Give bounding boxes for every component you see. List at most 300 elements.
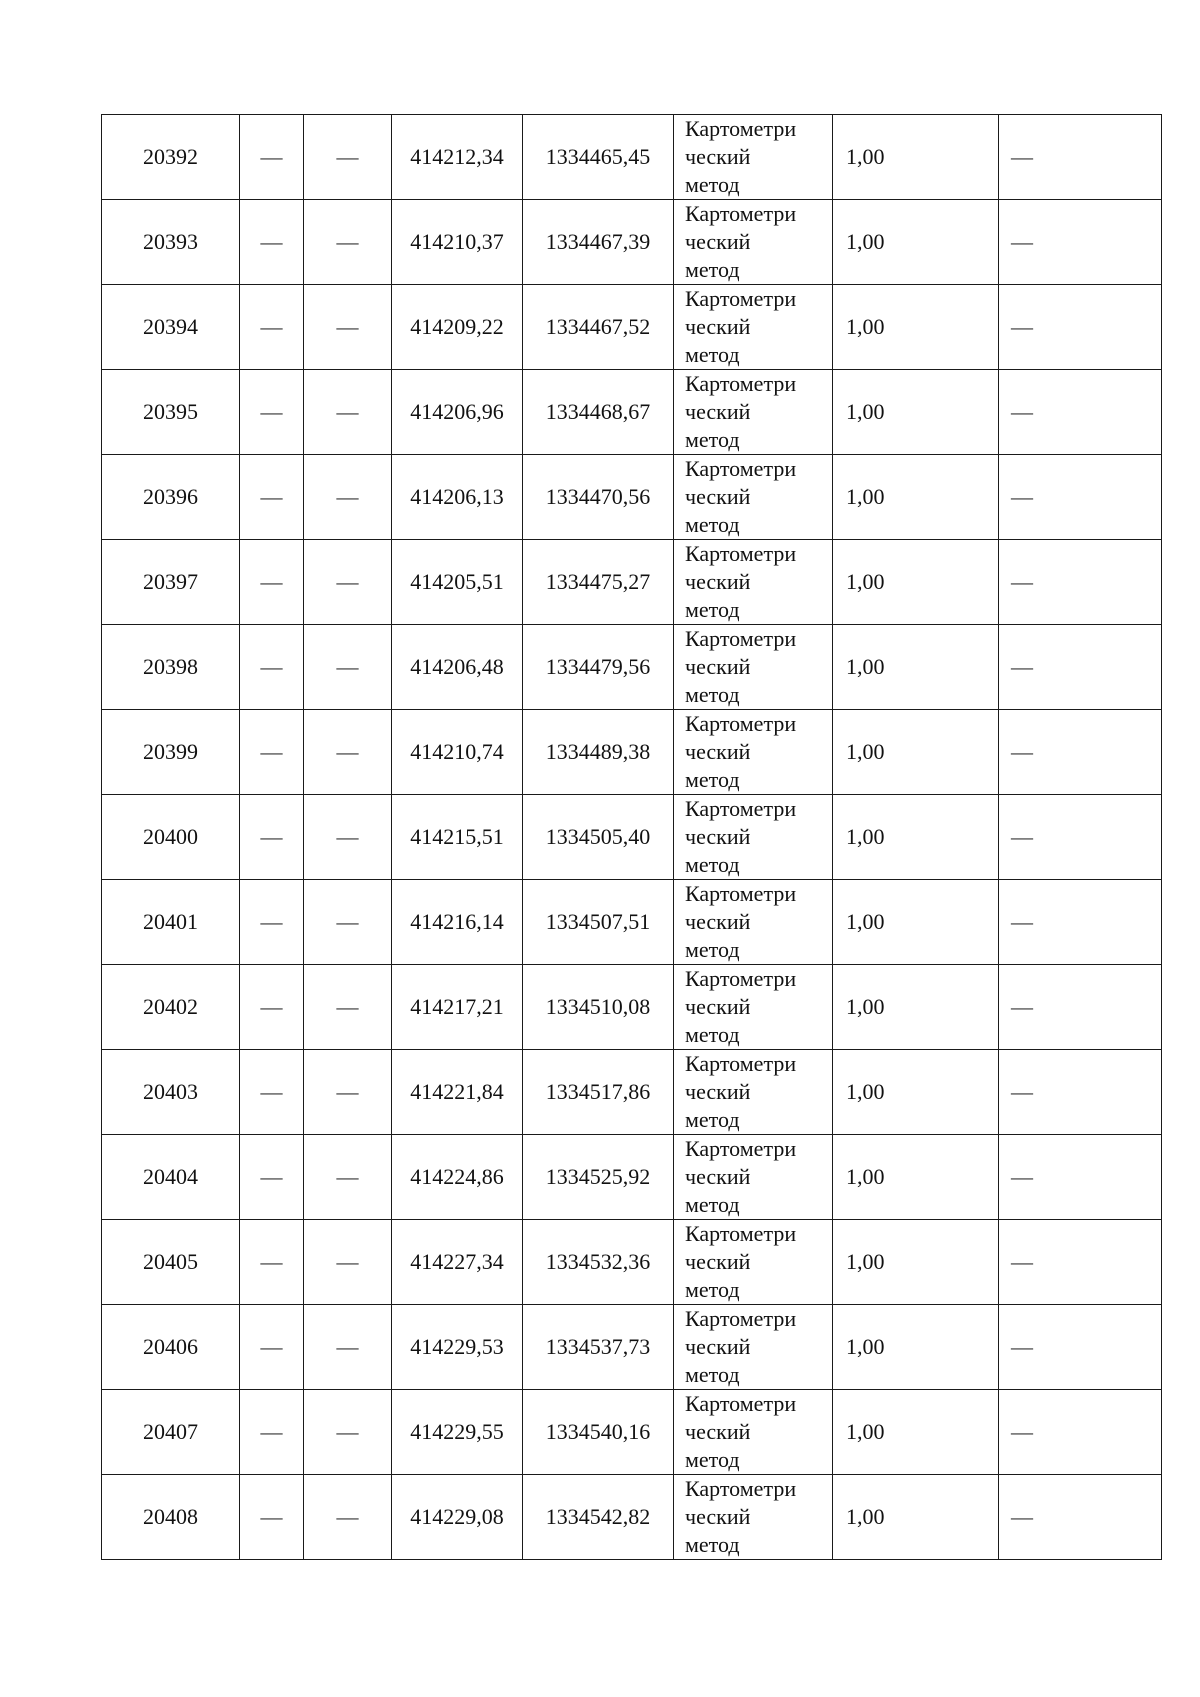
point-number-cell bbox=[102, 795, 240, 880]
dash-mark: — bbox=[1011, 739, 1033, 764]
empty-value-cell bbox=[240, 455, 304, 540]
y-coordinate-text: 1334489,38 bbox=[545, 739, 651, 764]
table-row bbox=[102, 370, 1162, 455]
method-text-line: Картометри bbox=[685, 881, 797, 906]
method-text-line: Картометри bbox=[685, 541, 797, 566]
method-text-line: метод bbox=[685, 937, 740, 962]
precision-text: 1,00 bbox=[846, 1249, 885, 1274]
method-text-line: ческий bbox=[685, 1164, 751, 1189]
precision-text: 1,00 bbox=[846, 909, 885, 934]
empty-value-cell bbox=[999, 1305, 1162, 1390]
table-row bbox=[102, 540, 1162, 625]
method-cell bbox=[674, 710, 833, 795]
point-number-text: 20405 bbox=[143, 1249, 198, 1274]
y-coordinate-text: 1334517,86 bbox=[545, 1079, 651, 1104]
empty-value-cell bbox=[240, 1135, 304, 1220]
empty-value-cell bbox=[304, 115, 392, 200]
dash-mark: — bbox=[336, 314, 359, 339]
point-number-text: 20398 bbox=[143, 654, 198, 679]
table-row bbox=[102, 455, 1162, 540]
x-coordinate-text: 414229,08 bbox=[410, 1504, 504, 1529]
dash-mark: — bbox=[336, 399, 359, 424]
method-text-line: ческий bbox=[685, 1334, 751, 1359]
x-coordinate-text: 414221,84 bbox=[410, 1079, 504, 1104]
method-cell bbox=[674, 1220, 833, 1305]
method-cell bbox=[674, 1135, 833, 1220]
method-text-line: Картометри bbox=[685, 116, 797, 141]
y-coordinate-cell bbox=[523, 370, 674, 455]
precision-text: 1,00 bbox=[846, 484, 885, 509]
dash-mark: — bbox=[336, 1504, 359, 1529]
y-coordinate-text: 1334510,08 bbox=[545, 994, 651, 1019]
empty-value-cell bbox=[240, 200, 304, 285]
method-cell bbox=[674, 1475, 833, 1560]
precision-text: 1,00 bbox=[846, 739, 885, 764]
point-number-text: 20400 bbox=[143, 824, 198, 849]
x-coordinate-cell bbox=[392, 1305, 523, 1390]
x-coordinate-cell bbox=[392, 1050, 523, 1135]
dash-mark: — bbox=[336, 1419, 359, 1444]
dash-mark: — bbox=[1011, 314, 1033, 339]
x-coordinate-cell bbox=[392, 1220, 523, 1305]
table-row bbox=[102, 710, 1162, 795]
empty-value-cell bbox=[999, 285, 1162, 370]
y-coordinate-text: 1334540,16 bbox=[545, 1419, 651, 1444]
method-text-line: ческий bbox=[685, 1504, 751, 1529]
method-cell bbox=[674, 1305, 833, 1390]
precision-cell bbox=[833, 1305, 999, 1390]
y-coordinate-text: 1334465,45 bbox=[545, 144, 651, 169]
empty-value-cell bbox=[304, 455, 392, 540]
method-text-line: ческий bbox=[685, 1419, 751, 1444]
y-coordinate-cell bbox=[523, 200, 674, 285]
precision-text: 1,00 bbox=[846, 654, 885, 679]
x-coordinate-text: 414209,22 bbox=[410, 314, 504, 339]
dash-mark: — bbox=[1011, 994, 1033, 1019]
precision-cell bbox=[833, 880, 999, 965]
dash-mark: — bbox=[260, 909, 283, 934]
y-coordinate-cell bbox=[523, 710, 674, 795]
y-coordinate-cell bbox=[523, 1390, 674, 1475]
precision-text: 1,00 bbox=[846, 1419, 885, 1444]
point-number-cell bbox=[102, 710, 240, 795]
precision-cell bbox=[833, 1050, 999, 1135]
empty-value-cell bbox=[999, 965, 1162, 1050]
empty-value-cell bbox=[240, 1390, 304, 1475]
dash-mark: — bbox=[1011, 484, 1033, 509]
method-text-line: метод bbox=[685, 342, 740, 367]
dash-mark: — bbox=[336, 654, 359, 679]
method-text-line: ческий bbox=[685, 399, 751, 424]
dash-mark: — bbox=[1011, 909, 1033, 934]
precision-text: 1,00 bbox=[846, 824, 885, 849]
dash-mark: — bbox=[260, 1504, 283, 1529]
point-number-text: 20392 bbox=[143, 144, 198, 169]
y-coordinate-text: 1334507,51 bbox=[545, 909, 651, 934]
empty-value-cell bbox=[240, 115, 304, 200]
precision-text: 1,00 bbox=[846, 569, 885, 594]
method-text-line: метод bbox=[685, 1362, 740, 1387]
y-coordinate-cell bbox=[523, 1305, 674, 1390]
method-text-line: Картометри bbox=[685, 1391, 797, 1416]
dash-mark: — bbox=[260, 824, 283, 849]
x-coordinate-cell bbox=[392, 1135, 523, 1220]
dash-mark: — bbox=[1011, 1249, 1033, 1274]
empty-value-cell bbox=[999, 710, 1162, 795]
method-text-line: ческий bbox=[685, 144, 751, 169]
dash-mark: — bbox=[336, 144, 359, 169]
empty-value-cell bbox=[240, 710, 304, 795]
empty-value-cell bbox=[240, 540, 304, 625]
point-number-text: 20393 bbox=[143, 229, 198, 254]
y-coordinate-cell bbox=[523, 1135, 674, 1220]
y-coordinate-text: 1334467,52 bbox=[545, 314, 651, 339]
point-number-text: 20407 bbox=[143, 1419, 198, 1444]
precision-cell bbox=[833, 200, 999, 285]
point-number-text: 20395 bbox=[143, 399, 198, 424]
precision-cell bbox=[833, 285, 999, 370]
dash-mark: — bbox=[260, 399, 283, 424]
point-number-cell bbox=[102, 1305, 240, 1390]
table-row bbox=[102, 795, 1162, 880]
empty-value-cell bbox=[240, 1220, 304, 1305]
method-text-line: Картометри bbox=[685, 966, 797, 991]
x-coordinate-text: 414205,51 bbox=[410, 569, 504, 594]
method-cell bbox=[674, 1050, 833, 1135]
precision-cell bbox=[833, 795, 999, 880]
dash-mark: — bbox=[1011, 824, 1033, 849]
y-coordinate-text: 1334475,27 bbox=[545, 569, 651, 594]
x-coordinate-text: 414212,34 bbox=[410, 144, 504, 169]
precision-text: 1,00 bbox=[846, 1079, 885, 1104]
y-coordinate-text: 1334468,67 bbox=[545, 399, 651, 424]
method-text-line: ческий bbox=[685, 909, 751, 934]
method-text-line: ческий bbox=[685, 654, 751, 679]
point-number-cell bbox=[102, 115, 240, 200]
empty-value-cell bbox=[304, 1220, 392, 1305]
empty-value-cell bbox=[240, 285, 304, 370]
y-coordinate-text: 1334542,82 bbox=[545, 1504, 651, 1529]
dash-mark: — bbox=[260, 1249, 283, 1274]
empty-value-cell bbox=[304, 200, 392, 285]
method-text-line: ческий bbox=[685, 484, 751, 509]
dash-mark: — bbox=[336, 739, 359, 764]
method-text-line: ческий bbox=[685, 824, 751, 849]
x-coordinate-cell bbox=[392, 115, 523, 200]
precision-cell bbox=[833, 1135, 999, 1220]
empty-value-cell bbox=[304, 1050, 392, 1135]
empty-value-cell bbox=[999, 1390, 1162, 1475]
y-coordinate-text: 1334470,56 bbox=[545, 484, 651, 509]
dash-mark: — bbox=[336, 1079, 359, 1104]
method-cell bbox=[674, 795, 833, 880]
method-text-line: ческий bbox=[685, 314, 751, 339]
dash-mark: — bbox=[260, 1079, 283, 1104]
point-number-cell bbox=[102, 1475, 240, 1560]
empty-value-cell bbox=[304, 795, 392, 880]
y-coordinate-cell bbox=[523, 1475, 674, 1560]
point-number-text: 20397 bbox=[143, 569, 198, 594]
x-coordinate-text: 414210,74 bbox=[410, 739, 504, 764]
empty-value-cell bbox=[304, 710, 392, 795]
point-number-cell bbox=[102, 965, 240, 1050]
y-coordinate-text: 1334525,92 bbox=[545, 1164, 651, 1189]
empty-value-cell bbox=[999, 625, 1162, 710]
method-text-line: метод bbox=[685, 1447, 740, 1472]
method-text-line: Картометри bbox=[685, 1476, 797, 1501]
precision-text: 1,00 bbox=[846, 1334, 885, 1359]
y-coordinate-cell bbox=[523, 540, 674, 625]
point-number-cell bbox=[102, 285, 240, 370]
method-text-line: метод bbox=[685, 257, 740, 282]
table-row bbox=[102, 1475, 1162, 1560]
empty-value-cell bbox=[240, 625, 304, 710]
method-text-line: ческий bbox=[685, 1079, 751, 1104]
method-cell bbox=[674, 455, 833, 540]
point-number-text: 20403 bbox=[143, 1079, 198, 1104]
point-number-cell bbox=[102, 455, 240, 540]
method-text-line: метод bbox=[685, 597, 740, 622]
table-row bbox=[102, 1220, 1162, 1305]
method-cell bbox=[674, 1390, 833, 1475]
dash-mark: — bbox=[260, 229, 283, 254]
empty-value-cell bbox=[240, 1475, 304, 1560]
dash-mark: — bbox=[260, 994, 283, 1019]
method-cell bbox=[674, 115, 833, 200]
method-text-line: ческий bbox=[685, 229, 751, 254]
precision-cell bbox=[833, 625, 999, 710]
y-coordinate-cell bbox=[523, 1050, 674, 1135]
method-text-line: Картометри bbox=[685, 456, 797, 481]
dash-mark: — bbox=[260, 1419, 283, 1444]
x-coordinate-cell bbox=[392, 625, 523, 710]
table-row bbox=[102, 1390, 1162, 1475]
x-coordinate-text: 414206,96 bbox=[410, 399, 504, 424]
empty-value-cell bbox=[304, 965, 392, 1050]
x-coordinate-text: 414229,53 bbox=[410, 1334, 504, 1359]
point-number-text: 20408 bbox=[143, 1504, 198, 1529]
point-number-cell bbox=[102, 1050, 240, 1135]
table-row bbox=[102, 965, 1162, 1050]
method-text-line: Картометри bbox=[685, 1136, 797, 1161]
method-text-line: Картометри bbox=[685, 711, 797, 736]
method-text-line: метод bbox=[685, 767, 740, 792]
method-text-line: метод bbox=[685, 1277, 740, 1302]
empty-value-cell bbox=[304, 540, 392, 625]
precision-cell bbox=[833, 1475, 999, 1560]
empty-value-cell bbox=[304, 370, 392, 455]
method-text-line: метод bbox=[685, 172, 740, 197]
empty-value-cell bbox=[240, 880, 304, 965]
method-cell bbox=[674, 285, 833, 370]
precision-text: 1,00 bbox=[846, 399, 885, 424]
method-cell bbox=[674, 965, 833, 1050]
point-number-text: 20401 bbox=[143, 909, 198, 934]
x-coordinate-cell bbox=[392, 1390, 523, 1475]
method-text-line: Картометри bbox=[685, 1051, 797, 1076]
empty-value-cell bbox=[240, 1050, 304, 1135]
x-coordinate-text: 414227,34 bbox=[410, 1249, 504, 1274]
x-coordinate-cell bbox=[392, 285, 523, 370]
table-row bbox=[102, 1135, 1162, 1220]
point-number-cell bbox=[102, 880, 240, 965]
method-text-line: ческий bbox=[685, 739, 751, 764]
empty-value-cell bbox=[304, 880, 392, 965]
dash-mark: — bbox=[336, 1334, 359, 1359]
empty-value-cell bbox=[240, 795, 304, 880]
y-coordinate-text: 1334467,39 bbox=[545, 229, 651, 254]
dash-mark: — bbox=[1011, 569, 1033, 594]
dash-mark: — bbox=[336, 994, 359, 1019]
dash-mark: — bbox=[1011, 654, 1033, 679]
method-text-line: Картометри bbox=[685, 201, 797, 226]
empty-value-cell bbox=[240, 965, 304, 1050]
precision-cell bbox=[833, 540, 999, 625]
dash-mark: — bbox=[260, 1164, 283, 1189]
table-row bbox=[102, 115, 1162, 200]
coordinates-table bbox=[101, 114, 1162, 1560]
y-coordinate-cell bbox=[523, 965, 674, 1050]
dash-mark: — bbox=[336, 824, 359, 849]
precision-cell bbox=[833, 115, 999, 200]
empty-value-cell bbox=[304, 1305, 392, 1390]
x-coordinate-cell bbox=[392, 880, 523, 965]
x-coordinate-text: 414229,55 bbox=[410, 1419, 504, 1444]
precision-cell bbox=[833, 370, 999, 455]
point-number-cell bbox=[102, 1135, 240, 1220]
method-cell bbox=[674, 200, 833, 285]
dash-mark: — bbox=[1011, 1079, 1033, 1104]
dash-mark: — bbox=[336, 1164, 359, 1189]
x-coordinate-cell bbox=[392, 795, 523, 880]
point-number-cell bbox=[102, 1390, 240, 1475]
table-row bbox=[102, 1305, 1162, 1390]
precision-cell bbox=[833, 710, 999, 795]
empty-value-cell bbox=[999, 200, 1162, 285]
empty-value-cell bbox=[999, 880, 1162, 965]
point-number-text: 20402 bbox=[143, 994, 198, 1019]
method-text-line: метод bbox=[685, 1107, 740, 1132]
method-text-line: Картометри bbox=[685, 371, 797, 396]
x-coordinate-text: 414206,48 bbox=[410, 654, 504, 679]
empty-value-cell bbox=[240, 370, 304, 455]
y-coordinate-text: 1334479,56 bbox=[545, 654, 651, 679]
y-coordinate-cell bbox=[523, 795, 674, 880]
x-coordinate-text: 414210,37 bbox=[410, 229, 504, 254]
point-number-cell bbox=[102, 370, 240, 455]
dash-mark: — bbox=[1011, 1419, 1033, 1444]
dash-mark: — bbox=[260, 569, 283, 594]
precision-text: 1,00 bbox=[846, 314, 885, 339]
point-number-text: 20399 bbox=[143, 739, 198, 764]
method-text-line: ческий bbox=[685, 1249, 751, 1274]
dash-mark: — bbox=[1011, 1164, 1033, 1189]
dash-mark: — bbox=[260, 314, 283, 339]
dash-mark: — bbox=[1011, 144, 1033, 169]
x-coordinate-text: 414206,13 bbox=[410, 484, 504, 509]
x-coordinate-cell bbox=[392, 710, 523, 795]
dash-mark: — bbox=[336, 229, 359, 254]
empty-value-cell bbox=[304, 1135, 392, 1220]
x-coordinate-cell bbox=[392, 455, 523, 540]
x-coordinate-cell bbox=[392, 540, 523, 625]
empty-value-cell bbox=[304, 1390, 392, 1475]
method-cell bbox=[674, 880, 833, 965]
y-coordinate-cell bbox=[523, 455, 674, 540]
empty-value-cell bbox=[999, 1220, 1162, 1305]
empty-value-cell bbox=[999, 795, 1162, 880]
x-coordinate-text: 414216,14 bbox=[410, 909, 504, 934]
y-coordinate-cell bbox=[523, 880, 674, 965]
x-coordinate-cell bbox=[392, 1475, 523, 1560]
point-number-text: 20396 bbox=[143, 484, 198, 509]
dash-mark: — bbox=[336, 569, 359, 594]
x-coordinate-cell bbox=[392, 370, 523, 455]
method-text-line: Картометри bbox=[685, 1306, 797, 1331]
dash-mark: — bbox=[260, 484, 283, 509]
method-text-line: ческий bbox=[685, 994, 751, 1019]
y-coordinate-text: 1334505,40 bbox=[545, 824, 651, 849]
dash-mark: — bbox=[260, 654, 283, 679]
method-cell bbox=[674, 540, 833, 625]
precision-text: 1,00 bbox=[846, 144, 885, 169]
y-coordinate-cell bbox=[523, 625, 674, 710]
method-text-line: Картометри bbox=[685, 286, 797, 311]
x-coordinate-text: 414217,21 bbox=[410, 994, 504, 1019]
precision-cell bbox=[833, 1220, 999, 1305]
dash-mark: — bbox=[1011, 1504, 1033, 1529]
x-coordinate-cell bbox=[392, 200, 523, 285]
dash-mark: — bbox=[1011, 1334, 1033, 1359]
table-body bbox=[102, 115, 1162, 1560]
point-number-cell bbox=[102, 200, 240, 285]
empty-value-cell bbox=[999, 1475, 1162, 1560]
point-number-text: 20406 bbox=[143, 1334, 198, 1359]
precision-text: 1,00 bbox=[846, 1164, 885, 1189]
precision-cell bbox=[833, 965, 999, 1050]
method-text-line: метод bbox=[685, 1022, 740, 1047]
empty-value-cell bbox=[304, 625, 392, 710]
x-coordinate-text: 414215,51 bbox=[410, 824, 504, 849]
empty-value-cell bbox=[999, 1050, 1162, 1135]
dash-mark: — bbox=[336, 909, 359, 934]
table-row bbox=[102, 880, 1162, 965]
precision-cell bbox=[833, 455, 999, 540]
dash-mark: — bbox=[336, 484, 359, 509]
empty-value-cell bbox=[999, 115, 1162, 200]
method-text-line: метод bbox=[685, 852, 740, 877]
method-text-line: метод bbox=[685, 1192, 740, 1217]
table-row bbox=[102, 1050, 1162, 1135]
method-text-line: метод bbox=[685, 427, 740, 452]
method-text-line: Картометри bbox=[685, 626, 797, 651]
point-number-text: 20394 bbox=[143, 314, 198, 339]
point-number-cell bbox=[102, 540, 240, 625]
method-text-line: Картометри bbox=[685, 1221, 797, 1246]
y-coordinate-text: 1334532,36 bbox=[545, 1249, 651, 1274]
method-cell bbox=[674, 370, 833, 455]
table-row bbox=[102, 625, 1162, 710]
method-cell bbox=[674, 625, 833, 710]
empty-value-cell bbox=[999, 540, 1162, 625]
point-number-cell bbox=[102, 625, 240, 710]
dash-mark: — bbox=[260, 144, 283, 169]
table-row bbox=[102, 285, 1162, 370]
x-coordinate-cell bbox=[392, 965, 523, 1050]
method-text-line: метод bbox=[685, 1532, 740, 1557]
y-coordinate-cell bbox=[523, 285, 674, 370]
dash-mark: — bbox=[336, 1249, 359, 1274]
